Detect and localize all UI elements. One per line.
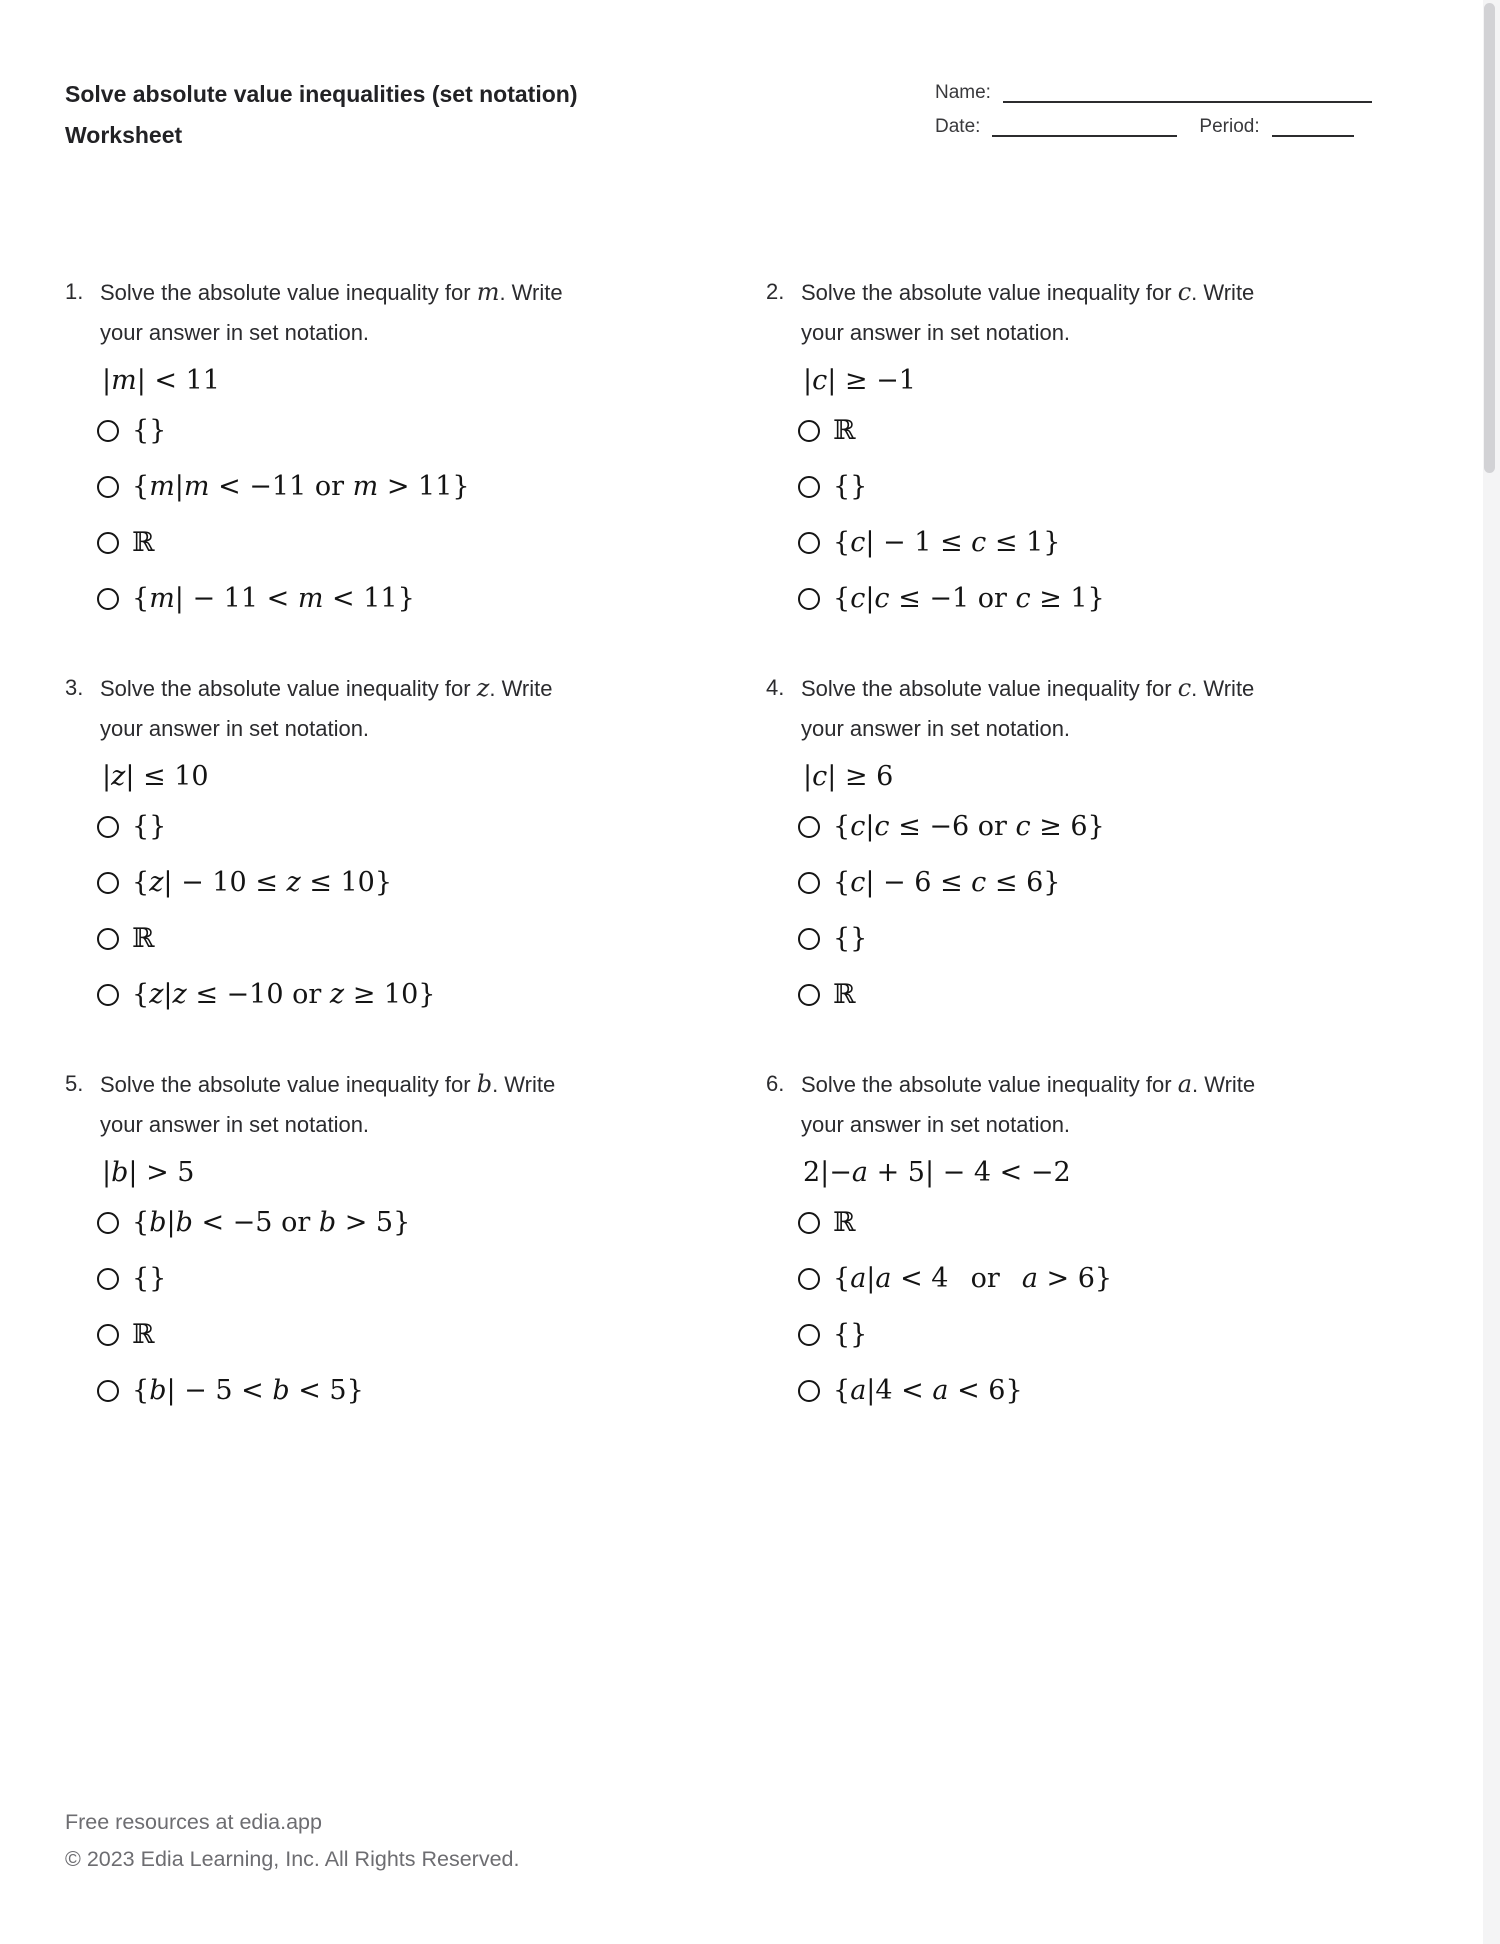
date-blank-line bbox=[992, 116, 1177, 137]
option-label: {} bbox=[132, 415, 167, 446]
answer-option[interactable] bbox=[766, 1363, 1426, 1419]
answer-options bbox=[766, 1195, 1426, 1419]
option-label: {b| − 5 < b < 5} bbox=[132, 1375, 364, 1406]
option-label: ℝ bbox=[833, 415, 856, 446]
scrollbar-thumb[interactable] bbox=[1484, 3, 1495, 473]
student-fields bbox=[935, 82, 1372, 150]
date-label: Date: bbox=[935, 116, 981, 137]
scrollbar-track[interactable] bbox=[1483, 0, 1500, 1944]
prompt-variable: z bbox=[476, 674, 490, 702]
footer-resources-text: Free resources at edia.app bbox=[65, 1810, 322, 1834]
question-number: 3. bbox=[65, 675, 84, 700]
question-prompt bbox=[65, 272, 725, 353]
question-prompt bbox=[65, 1064, 725, 1145]
question-number: 1. bbox=[65, 279, 84, 304]
question-4 bbox=[766, 668, 1426, 1023]
period-label: Period: bbox=[1199, 116, 1260, 137]
radio-button[interactable] bbox=[798, 872, 820, 894]
radio-button[interactable] bbox=[798, 1380, 820, 1402]
prompt-line1: Solve the absolute value inequality for c. Write bbox=[801, 674, 1255, 702]
radio-button[interactable] bbox=[798, 532, 820, 554]
option-label: {z|z ≤ −10 or z ≥ 10} bbox=[132, 979, 436, 1010]
answer-option[interactable] bbox=[65, 571, 725, 627]
worksheet-title-line1: Solve absolute value inequalities (set notation) bbox=[65, 81, 578, 107]
answer-option[interactable] bbox=[65, 1363, 725, 1419]
answer-options bbox=[65, 799, 725, 1023]
radio-button[interactable] bbox=[798, 588, 820, 610]
radio-button[interactable] bbox=[97, 532, 119, 554]
date-period-row bbox=[935, 116, 1372, 137]
answer-option[interactable] bbox=[766, 1251, 1426, 1307]
question-3 bbox=[65, 668, 725, 1023]
prompt-line2: your answer in set notation. bbox=[100, 1112, 370, 1137]
option-label: {} bbox=[833, 1319, 868, 1350]
prompt-line2: your answer in set notation. bbox=[100, 716, 370, 741]
option-label: {} bbox=[132, 1263, 167, 1294]
question-number: 6. bbox=[766, 1071, 785, 1096]
radio-button[interactable] bbox=[97, 928, 119, 950]
radio-button[interactable] bbox=[798, 1324, 820, 1346]
prompt-line2: your answer in set notation. bbox=[801, 716, 1071, 741]
answer-option[interactable] bbox=[766, 855, 1426, 911]
prompt-line1: Solve the absolute value inequality for z. Write bbox=[100, 674, 553, 702]
answer-option[interactable] bbox=[65, 515, 725, 571]
answer-option[interactable] bbox=[65, 1251, 725, 1307]
option-label: {z| − 10 ≤ z ≤ 10} bbox=[132, 867, 393, 898]
radio-button[interactable] bbox=[97, 872, 119, 894]
radio-button[interactable] bbox=[97, 476, 119, 498]
answer-option[interactable] bbox=[65, 403, 725, 459]
question-1 bbox=[65, 272, 725, 627]
prompt-variable: c bbox=[1177, 674, 1192, 702]
option-label: {a|a < 4 or a > 6} bbox=[833, 1263, 1113, 1294]
question-number: 4. bbox=[766, 675, 785, 700]
prompt-variable: c bbox=[1177, 278, 1192, 306]
question-equation: |z| ≤ 10 bbox=[102, 761, 209, 792]
answer-options bbox=[766, 799, 1426, 1023]
option-label: {b|b < −5 or b > 5} bbox=[132, 1207, 411, 1238]
question-number: 2. bbox=[766, 279, 785, 304]
option-label: {} bbox=[833, 471, 868, 502]
answer-option[interactable] bbox=[65, 911, 725, 967]
question-equation: |c| ≥ −1 bbox=[803, 365, 916, 396]
radio-button[interactable] bbox=[798, 1212, 820, 1234]
option-label: {c|c ≤ −1 or c ≥ 1} bbox=[833, 583, 1105, 614]
option-label: {c| − 1 ≤ c ≤ 1} bbox=[833, 527, 1061, 558]
radio-button[interactable] bbox=[798, 928, 820, 950]
answer-options bbox=[766, 403, 1426, 627]
answer-option[interactable] bbox=[65, 1307, 725, 1363]
question-5 bbox=[65, 1064, 725, 1419]
prompt-line1: Solve the absolute value inequality for a. Write bbox=[801, 1070, 1256, 1098]
question-prompt bbox=[65, 668, 725, 749]
answer-option[interactable] bbox=[65, 1195, 725, 1251]
answer-option[interactable] bbox=[766, 799, 1426, 855]
prompt-line2: your answer in set notation. bbox=[801, 1112, 1071, 1137]
prompt-line1: Solve the absolute value inequality for m. Write bbox=[100, 278, 563, 306]
radio-button[interactable] bbox=[97, 984, 119, 1006]
question-equation: |b| > 5 bbox=[102, 1157, 195, 1188]
answer-option[interactable] bbox=[766, 459, 1426, 515]
answer-option[interactable] bbox=[65, 967, 725, 1023]
radio-button[interactable] bbox=[798, 1268, 820, 1290]
radio-button[interactable] bbox=[97, 420, 119, 442]
option-label: {c| − 6 ≤ c ≤ 6} bbox=[833, 867, 1061, 898]
answer-option[interactable] bbox=[766, 967, 1426, 1023]
option-label: {m| − 11 < m < 11} bbox=[132, 583, 415, 614]
answer-options bbox=[65, 403, 725, 627]
option-label: ℝ bbox=[833, 979, 856, 1010]
option-label: ℝ bbox=[132, 527, 155, 558]
footer-copyright-text: © 2023 Edia Learning, Inc. All Rights Reserved. bbox=[65, 1847, 520, 1871]
radio-button[interactable] bbox=[798, 816, 820, 838]
worksheet-title-line2: Worksheet bbox=[65, 122, 183, 148]
prompt-line2: your answer in set notation. bbox=[801, 320, 1071, 345]
period-blank-line bbox=[1272, 116, 1354, 137]
answer-option[interactable] bbox=[65, 855, 725, 911]
prompt-variable: b bbox=[476, 1070, 493, 1098]
name-blank-line bbox=[1003, 82, 1372, 103]
name-row bbox=[935, 82, 1372, 103]
answer-option[interactable] bbox=[766, 403, 1426, 459]
radio-button[interactable] bbox=[798, 420, 820, 442]
radio-button[interactable] bbox=[97, 816, 119, 838]
question-prompt bbox=[766, 668, 1426, 749]
page-footer bbox=[65, 1804, 519, 1878]
answer-option[interactable] bbox=[766, 1195, 1426, 1251]
worksheet-title bbox=[65, 74, 578, 156]
question-equation: |m| < 11 bbox=[102, 365, 220, 396]
answer-option[interactable] bbox=[65, 799, 725, 855]
prompt-line1: Solve the absolute value inequality for c. Write bbox=[801, 278, 1255, 306]
radio-button[interactable] bbox=[97, 1268, 119, 1290]
question-2 bbox=[766, 272, 1426, 627]
option-label: {m|m < −11 or m > 11} bbox=[132, 471, 470, 502]
option-label: {c|c ≤ −6 or c ≥ 6} bbox=[833, 811, 1105, 842]
option-label: {} bbox=[833, 923, 868, 954]
question-prompt bbox=[766, 272, 1426, 353]
answer-option[interactable] bbox=[766, 571, 1426, 627]
name-label: Name: bbox=[935, 82, 991, 103]
question-prompt bbox=[766, 1064, 1426, 1145]
radio-button[interactable] bbox=[97, 1380, 119, 1402]
prompt-line2: your answer in set notation. bbox=[100, 320, 370, 345]
answer-options bbox=[65, 1195, 725, 1419]
prompt-variable: m bbox=[476, 278, 500, 306]
radio-button[interactable] bbox=[97, 588, 119, 610]
option-label: ℝ bbox=[833, 1207, 856, 1238]
question-6 bbox=[766, 1064, 1426, 1419]
answer-option[interactable] bbox=[766, 911, 1426, 967]
radio-button[interactable] bbox=[798, 476, 820, 498]
option-label: {} bbox=[132, 811, 167, 842]
radio-button[interactable] bbox=[798, 984, 820, 1006]
answer-option[interactable] bbox=[766, 1307, 1426, 1363]
prompt-line1: Solve the absolute value inequality for b. Write bbox=[100, 1070, 556, 1098]
question-equation: 2|−a + 5| − 4 < −2 bbox=[803, 1157, 1071, 1188]
question-equation: |c| ≥ 6 bbox=[803, 761, 894, 792]
answer-option[interactable] bbox=[766, 515, 1426, 571]
question-number: 5. bbox=[65, 1071, 84, 1096]
radio-button[interactable] bbox=[97, 1212, 119, 1234]
answer-option[interactable] bbox=[65, 459, 725, 515]
option-label: ℝ bbox=[132, 923, 155, 954]
option-label: ℝ bbox=[132, 1319, 155, 1350]
radio-button[interactable] bbox=[97, 1324, 119, 1346]
prompt-variable: a bbox=[1177, 1070, 1192, 1098]
option-label: {a|4 < a < 6} bbox=[833, 1375, 1023, 1406]
